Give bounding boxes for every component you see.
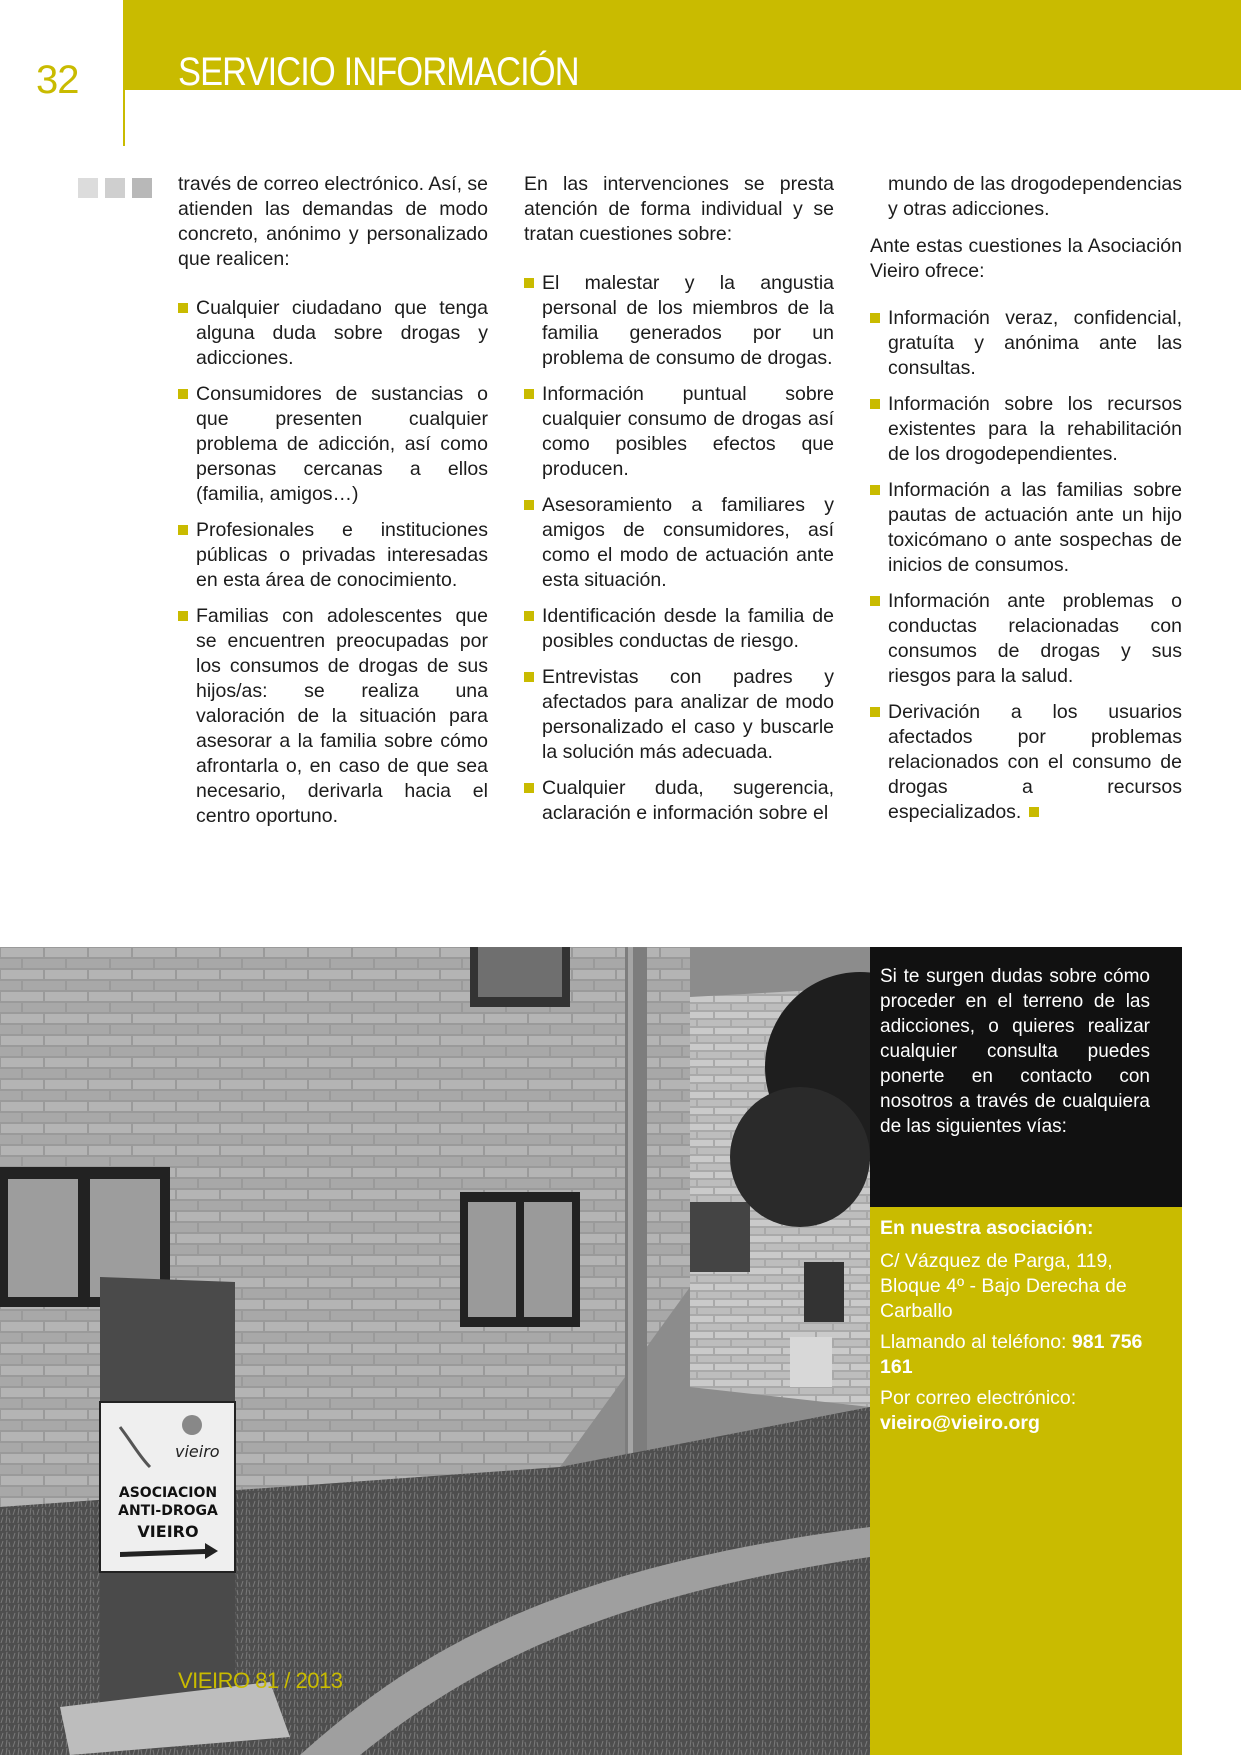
text-column-1	[178, 172, 488, 840]
list-item	[524, 271, 834, 371]
list-item-text: Consumidores de sustancias o que presenten cualquier problema de adicción, así como personas cercanas a ellos (familia, amigos…)	[196, 383, 488, 505]
phone-number: 981 756 161	[880, 1331, 1143, 1378]
list-item	[524, 665, 834, 765]
contact-block	[880, 1216, 1170, 1436]
list-item	[178, 296, 488, 371]
sidebar-intro-text: Si te surgen dudas sobre cómo proceder en el terreno de las adicciones, o quieres realizar cualquier consulta puedes ponerte en contacto con nosotros a través de cualquiera de las siguientes vías:	[880, 966, 1150, 1137]
text-column-3	[870, 172, 1182, 836]
bullet-square-icon	[524, 500, 534, 510]
contact-address: C/ Vázquez de Parga, 119, Bloque 4º - Bajo Derecha de Carballo	[880, 1250, 1127, 1322]
list-item-text: Cualquier ciudadano que tenga alguna duda sobre drogas y adicciones.	[196, 297, 488, 369]
bullet-square-icon	[524, 389, 534, 399]
list-item	[870, 478, 1182, 578]
bullet-square-icon	[524, 278, 534, 288]
bullet-square-icon	[870, 707, 880, 717]
list-item-text: Derivación a los usuarios afectados por problemas relacionados con el consumo de drogas a recursos especializados.	[888, 701, 1182, 823]
bullet-square-icon	[178, 389, 188, 399]
list-item-text: Información puntual sobre cualquier consumo de drogas así como posibles efectos que producen.	[542, 383, 834, 480]
bullet-square-icon	[870, 399, 880, 409]
sign-line-2: ANTI-DROGA	[118, 1503, 218, 1519]
bullet-square-icon	[524, 611, 534, 621]
bullet-square-icon	[524, 783, 534, 793]
list-item	[870, 392, 1182, 467]
section-title: SERVICIO INFORMACIÓN	[178, 50, 579, 94]
list-item	[870, 589, 1182, 689]
sign-line-3: VIEIRO	[137, 1522, 199, 1541]
list-item	[178, 518, 488, 593]
list-item-text: Familias con adolescentes que se encuentren preocupadas por los consumos de drogas de sus hijos/as: se realiza una valoración de la situación para asesorar a la familia sobre cómo afrontarla o, en caso de que sea necesario, derivarla hacia el centro oportuno.	[196, 605, 488, 827]
list-item-text: Información ante problemas o conductas relacionadas con consumos de drogas y sus riesgos para la salud.	[888, 590, 1182, 687]
list-item	[524, 382, 834, 482]
list-item	[178, 382, 488, 507]
list-item-text: Información sobre los recursos existentes para la rehabilitación de los drogodependientes.	[888, 393, 1182, 465]
bullet-square-icon	[178, 611, 188, 621]
page-number: 32	[36, 58, 79, 102]
bullet-square-icon	[870, 485, 880, 495]
column-intro: Ante estas cuestiones la Asociación Vieiro ofrece:	[870, 235, 1182, 282]
list-item	[524, 776, 834, 826]
decorative-square	[105, 178, 125, 198]
bullet-square-icon	[870, 596, 880, 606]
list-item-text: Información a las familias sobre pautas de actuación ante un hijo toxicómano o ante sospechas de inicios de consumos.	[888, 479, 1182, 576]
bullet-square-icon	[524, 672, 534, 682]
decorative-square	[78, 178, 98, 198]
list-item-text: Cualquier duda, sugerencia, aclaración e información sobre el	[542, 777, 834, 824]
email-address: vieiro@vieiro.org	[880, 1412, 1040, 1434]
bullet-square-icon	[178, 525, 188, 535]
bullet-square-icon	[178, 303, 188, 313]
column-intro: En las intervenciones se presta atención de forma individual y se tratan cuestiones sobre:	[524, 173, 834, 245]
list-item-text: Identificación desde la familia de posibles conductas de riesgo.	[542, 605, 834, 652]
topics-list	[524, 271, 834, 826]
association-building-photo	[0, 947, 870, 1755]
list-item	[524, 604, 834, 654]
list-item-text: Entrevistas con padres y afectados para analizar de modo personalizado el caso y buscarle la solución más adecuada.	[542, 666, 834, 763]
list-item	[524, 493, 834, 593]
column-continuation: mundo de las drogodependencias y otras adicciones.	[888, 173, 1182, 220]
email-label: Por correo electrónico:	[880, 1387, 1077, 1409]
phone-label: Llamando al teléfono:	[880, 1331, 1067, 1353]
list-item-text: El malestar y la angustia personal de los miembros de la familia generados por un problema de consumo de drogas.	[542, 272, 834, 369]
list-item	[870, 700, 1182, 825]
offer-list	[870, 306, 1182, 825]
column-intro: través de correo electrónico. Así, se atienden las demandas de modo concreto, anónimo y personalizado que realicen:	[178, 173, 488, 270]
contact-heading: En nuestra asociación:	[880, 1217, 1094, 1239]
list-item-text: Profesionales e instituciones públicas o privadas interesadas en esta área de conocimiento.	[196, 519, 488, 591]
sign-logo-text: vieiro	[175, 1442, 220, 1461]
list-item-text: Información veraz, confidencial, gratuíta y anónima ante las consultas.	[888, 307, 1182, 379]
contact-phone-line	[880, 1330, 1170, 1380]
end-of-article-icon	[1029, 807, 1039, 817]
issue-footer: VIEIRO 81 / 2013	[178, 1668, 343, 1693]
list-item-text: Asesoramiento a familiares y amigos de consumidores, así como el modo de actuación ante esta situación.	[542, 494, 834, 591]
decorative-square	[132, 178, 152, 198]
list-item	[870, 306, 1182, 381]
list-item	[178, 604, 488, 829]
sign-line-1: ASOCIACION	[118, 1485, 218, 1501]
header-divider	[123, 90, 125, 146]
audience-list	[178, 296, 488, 829]
text-column-2	[524, 172, 834, 837]
bullet-square-icon	[870, 313, 880, 323]
